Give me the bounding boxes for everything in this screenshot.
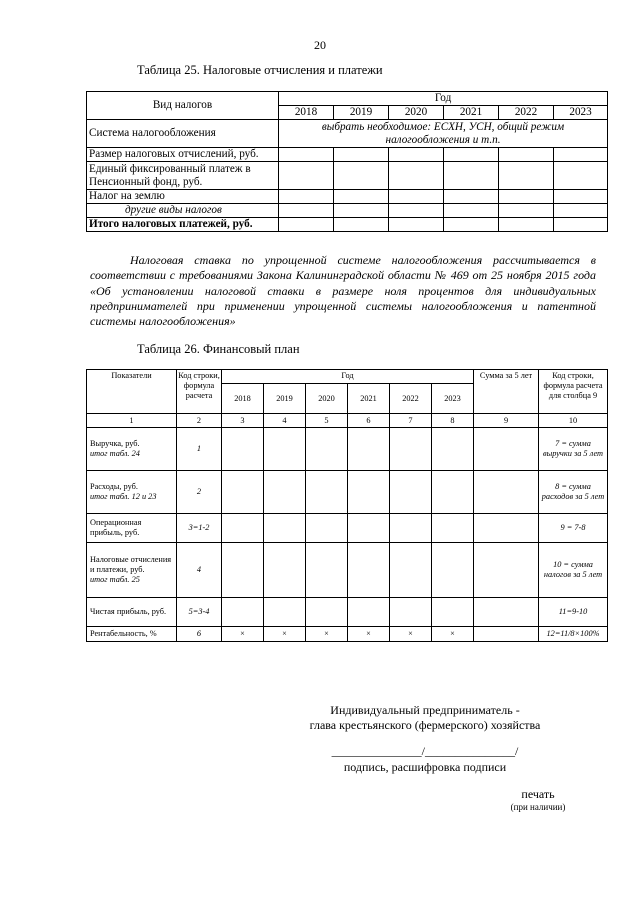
table-cell bbox=[264, 598, 306, 627]
table-cell bbox=[499, 148, 554, 162]
row-name: Рентабельность, % bbox=[90, 629, 157, 638]
table-cell bbox=[390, 471, 432, 514]
table-cell bbox=[474, 598, 539, 627]
table-cell bbox=[334, 148, 389, 162]
row-pension-payment: Единый фиксированный платеж в Пенсионный фонд, руб. bbox=[87, 162, 279, 190]
table-cell bbox=[474, 471, 539, 514]
row-name: Выручка, руб. bbox=[90, 439, 140, 448]
row-formula: 11=9-10 bbox=[539, 598, 608, 627]
table-cell bbox=[444, 190, 499, 204]
row-net-profit-label bbox=[87, 598, 177, 627]
head-year: Год bbox=[222, 370, 474, 384]
table-cell bbox=[432, 428, 474, 471]
cross-mark: × bbox=[306, 627, 348, 642]
table-cell bbox=[279, 148, 334, 162]
year-2023: 2023 bbox=[432, 384, 474, 414]
row-sub: итог табл. 25 bbox=[90, 575, 140, 584]
table-25 bbox=[86, 91, 608, 232]
row-expenses-label bbox=[87, 471, 177, 514]
year-2020: 2020 bbox=[389, 106, 444, 120]
head-sum5: Сумма за 5 лет bbox=[474, 370, 539, 414]
table-cell bbox=[432, 471, 474, 514]
signature-caption: подпись, расшифровка подписи bbox=[343, 760, 507, 774]
table-cell bbox=[499, 162, 554, 190]
table-cell bbox=[279, 204, 334, 218]
col-number: 10 bbox=[539, 414, 608, 428]
table-cell bbox=[279, 190, 334, 204]
row-taxes-label bbox=[87, 543, 177, 598]
table-cell bbox=[348, 428, 390, 471]
cross-mark: × bbox=[390, 627, 432, 642]
year-2021: 2021 bbox=[348, 384, 390, 414]
year-2020: 2020 bbox=[306, 384, 348, 414]
table-cell bbox=[334, 218, 389, 232]
table-cell bbox=[348, 598, 390, 627]
table-cell bbox=[390, 543, 432, 598]
table-cell bbox=[264, 514, 306, 543]
col-number: 9 bbox=[474, 414, 539, 428]
year-2021: 2021 bbox=[444, 106, 499, 120]
row-code: 4 bbox=[177, 543, 222, 598]
table-cell bbox=[348, 471, 390, 514]
table-cell bbox=[499, 218, 554, 232]
col-number: 3 bbox=[222, 414, 264, 428]
table-cell bbox=[334, 162, 389, 190]
table-cell bbox=[222, 428, 264, 471]
table-cell bbox=[334, 204, 389, 218]
head-code: Код строки, формула расчета bbox=[177, 370, 222, 414]
cross-mark: × bbox=[432, 627, 474, 642]
table-cell bbox=[306, 514, 348, 543]
col-number: 5 bbox=[306, 414, 348, 428]
table-cell bbox=[554, 218, 608, 232]
table-cell bbox=[334, 190, 389, 204]
table-cell bbox=[348, 543, 390, 598]
table25-caption: Таблица 25. Налоговые отчисления и платежи bbox=[137, 63, 383, 77]
stamp-note: (при наличии) bbox=[510, 802, 566, 812]
table-cell bbox=[432, 598, 474, 627]
tax-rate-paragraph: Налоговая ставка по упрощенной системе налогообложения рассчитывается в соответствии с требованиями Закона Калининградской области № 469 от 25 ноября 2015 года «Об установлении налоговой ставки в размере ноля процентов для индивидуальных предпринимателей при применении упрощенной системы налогообложения и патентной системы налогообложения» bbox=[90, 253, 596, 329]
table-cell bbox=[306, 543, 348, 598]
col-number: 1 bbox=[87, 414, 177, 428]
table-cell bbox=[444, 218, 499, 232]
row-revenue-label bbox=[87, 428, 177, 471]
page-number: 20 bbox=[314, 38, 326, 52]
signature-slash-line: _______________/_______________/ bbox=[331, 744, 519, 758]
row-code: 2 bbox=[177, 471, 222, 514]
table-cell bbox=[389, 204, 444, 218]
row-total-taxes: Итого налоговых платежей, руб. bbox=[87, 218, 279, 232]
table-cell bbox=[554, 190, 608, 204]
signature-line1: Индивидуальный предприниматель - bbox=[330, 703, 520, 717]
table-cell bbox=[389, 148, 444, 162]
table-cell bbox=[444, 148, 499, 162]
table-cell bbox=[306, 598, 348, 627]
tax-system-note: выбрать необходимое: ЕСХН, УСН, общий режим налогообложения и т.п. bbox=[279, 120, 608, 148]
stamp-label: печать bbox=[521, 787, 555, 801]
cross-mark: × bbox=[348, 627, 390, 642]
row-code: 6 bbox=[177, 627, 222, 642]
row-profitability-label bbox=[87, 627, 177, 642]
table-cell bbox=[474, 543, 539, 598]
table-cell bbox=[444, 204, 499, 218]
row-formula: 12=11/8×100% bbox=[539, 627, 608, 642]
table-cell bbox=[264, 471, 306, 514]
row-formula: 7 = сумма выручки за 5 лет bbox=[539, 428, 608, 471]
year-2022: 2022 bbox=[499, 106, 554, 120]
signature-line2: глава крестьянского (фермерского) хозяйства bbox=[309, 718, 541, 732]
row-op-profit-label bbox=[87, 514, 177, 543]
row-tax-system: Система налогообложения bbox=[87, 120, 279, 148]
table-cell bbox=[474, 627, 539, 642]
year-2019: 2019 bbox=[264, 384, 306, 414]
table-cell bbox=[264, 428, 306, 471]
col-number: 6 bbox=[348, 414, 390, 428]
head-code9: Код строки, формула расчета для столбца 9 bbox=[539, 370, 608, 414]
table-cell bbox=[390, 514, 432, 543]
table-cell bbox=[554, 204, 608, 218]
table-cell bbox=[222, 471, 264, 514]
table26-caption: Таблица 26. Финансовый план bbox=[137, 342, 300, 356]
table-cell bbox=[389, 190, 444, 204]
table-cell bbox=[279, 218, 334, 232]
row-code: 1 bbox=[177, 428, 222, 471]
cross-mark: × bbox=[222, 627, 264, 642]
table-cell bbox=[499, 204, 554, 218]
row-name: Налоговые отчисления и платежи, руб. bbox=[90, 555, 172, 574]
table-cell bbox=[432, 514, 474, 543]
row-formula: 8 = сумма расходов за 5 лет bbox=[539, 471, 608, 514]
table-cell bbox=[222, 543, 264, 598]
head-indicators: Показатели bbox=[87, 370, 177, 414]
year-2018: 2018 bbox=[222, 384, 264, 414]
cross-mark: × bbox=[264, 627, 306, 642]
row-formula: 9 = 7-8 bbox=[539, 514, 608, 543]
row-tax-amount: Размер налоговых отчислений, руб. bbox=[87, 148, 279, 162]
table-26 bbox=[86, 369, 608, 642]
col-number: 7 bbox=[390, 414, 432, 428]
col-number: 4 bbox=[264, 414, 306, 428]
table-cell bbox=[389, 218, 444, 232]
row-name: Операционная прибыль, руб. bbox=[90, 518, 142, 537]
row-formula: 10 = сумма налогов за 5 лет bbox=[539, 543, 608, 598]
row-name: Чистая прибыль, руб. bbox=[90, 607, 167, 616]
table-cell bbox=[499, 190, 554, 204]
table-cell bbox=[444, 162, 499, 190]
table-cell bbox=[390, 428, 432, 471]
table-cell bbox=[306, 428, 348, 471]
table-cell bbox=[389, 162, 444, 190]
row-sub: итог табл. 12 и 23 bbox=[90, 492, 157, 501]
col-number: 8 bbox=[432, 414, 474, 428]
table-cell bbox=[222, 514, 264, 543]
row-name: Расходы, руб. bbox=[90, 482, 138, 491]
col-number: 2 bbox=[177, 414, 222, 428]
row-other-taxes: другие виды налогов bbox=[87, 204, 279, 218]
table-cell bbox=[554, 162, 608, 190]
col-head-tax-type: Вид налогов bbox=[87, 92, 279, 120]
year-2023: 2023 bbox=[554, 106, 608, 120]
table-cell bbox=[222, 598, 264, 627]
table-cell bbox=[279, 162, 334, 190]
row-code: 3=1-2 bbox=[177, 514, 222, 543]
table-cell bbox=[264, 543, 306, 598]
year-2018: 2018 bbox=[279, 106, 334, 120]
row-sub: итог табл. 24 bbox=[90, 449, 140, 458]
table-cell bbox=[390, 598, 432, 627]
year-2022: 2022 bbox=[390, 384, 432, 414]
table-cell bbox=[474, 514, 539, 543]
row-code: 5=3-4 bbox=[177, 598, 222, 627]
table-cell bbox=[554, 148, 608, 162]
year-head: Год bbox=[279, 92, 608, 106]
table-cell bbox=[348, 514, 390, 543]
row-land-tax: Налог на землю bbox=[87, 190, 279, 204]
table-cell bbox=[474, 428, 539, 471]
table-cell bbox=[432, 543, 474, 598]
table-cell bbox=[306, 471, 348, 514]
year-2019: 2019 bbox=[334, 106, 389, 120]
